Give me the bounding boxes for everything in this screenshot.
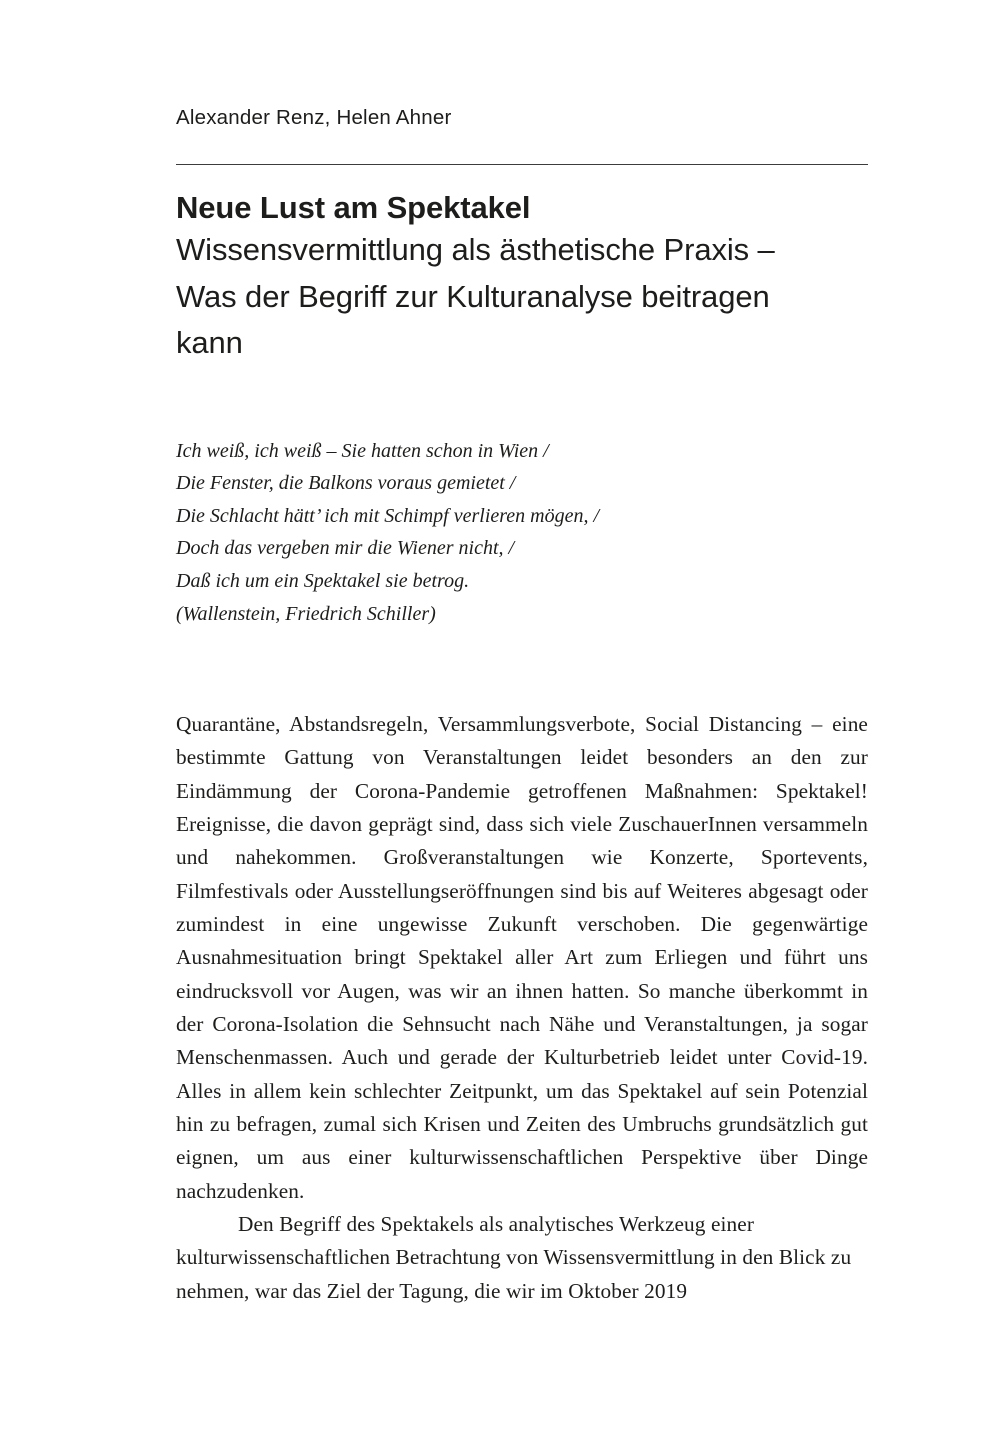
title-block bbox=[176, 189, 868, 367]
epigraph-line: Doch das vergeben mir die Wiener nicht, / bbox=[176, 537, 515, 560]
epigraph-line: Ich weiß, ich weiß – Sie hatten schon in Wien / bbox=[176, 439, 549, 462]
epigraph-line: Die Schlacht hätt’ ich mit Schimpf verlieren mögen, / bbox=[176, 504, 600, 527]
paragraph: Quarantäne, Abstandsregeln, Versammlungsverbote, Social Distancing – eine bestimmte Gattung von Veranstaltungen leidet besonders an den zur Eindämmung der Corona-Pandemie getroffenen Maßnahmen: Spektakel! Ereignisse, die davon geprägt sind, dass sich viele ZuschauerInnen versammeln und nahekommen. Großveranstaltungen wie Konzerte, Sportevents, Filmfestivals oder Ausstellungseröffnungen sind bis auf Weiteres abgesagt oder zumindest in eine ungewisse Zukunft verschoben. Die gegenwärtige Ausnahmesituation bringt Spektakel aller Art zum Erliegen und führt uns eindrucksvoll vor Augen, was wir an ihnen hatten. So manche überkommt in der Corona-Isolation die Sehnsucht nach Nähe und Veranstaltungen, ja sogar Menschenmassen. Auch und gerade der Kulturbetrieb leidet unter Covid-19. Alles in allem kein schlechter Zeitpunkt, um das Spektakel auf sein Potenzial hin zu befragen, zumal sich Krisen und Zeiten des Umbruchs grundsätzlich gut eignen, um aus einer kulturwissenschaftlichen Perspektive über Dinge nachzudenken. bbox=[176, 712, 868, 1203]
header-divider bbox=[176, 164, 868, 165]
body-text bbox=[176, 708, 868, 1308]
epigraph bbox=[176, 435, 868, 631]
page-content bbox=[176, 105, 868, 1308]
author-line: Alexander Renz, Helen Ahner bbox=[176, 106, 452, 129]
paragraph: Den Begriff des Spektakels als analytisches Werkzeug einer kulturwissenschaftlichen Betrachtung von Wissensvermittlung in den Blick zu nehmen, war das Ziel der Tagung, die wir im Oktober 2019 bbox=[176, 1212, 852, 1303]
epigraph-line: Daß ich um ein Spektakel sie betrog. bbox=[176, 569, 470, 592]
epigraph-attribution: (Wallenstein, Friedrich Schiller) bbox=[176, 602, 436, 625]
page-title: Neue Lust am Spektakel bbox=[176, 189, 531, 225]
epigraph-line: Die Fenster, die Balkons voraus gemietet / bbox=[176, 472, 516, 495]
page-subtitle: Wissensvermittlung als ästhetische Praxis – Was der Begriff zur Kulturanalyse beitragen kann bbox=[176, 232, 775, 361]
